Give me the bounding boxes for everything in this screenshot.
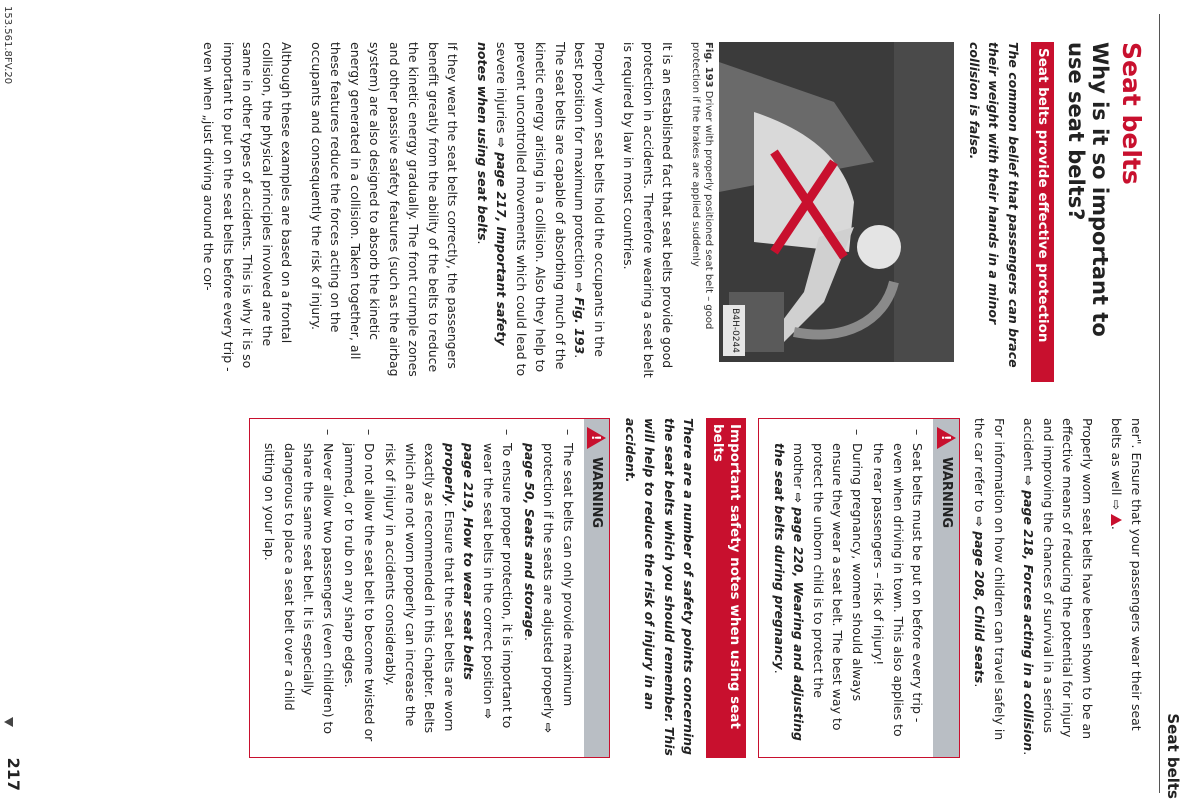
figure-code: B4H-0244 — [724, 305, 746, 356]
warning-list — [760, 419, 934, 757]
warning-icon: ! — [937, 427, 956, 449]
lead-paragraph-safety: There are a number of safety points concerning the seat belts which you should remember. This will help to reduce the risk of injury in an accident. — [623, 418, 697, 756]
header-rule — [1159, 14, 1160, 793]
left-column — [189, 42, 1146, 382]
warning-item: – Seat belts must be put on before every trip - even when driving in town. This also applies to the rear passengers – risk of injury! — [869, 429, 928, 747]
paragraph-continued: ner". Ensure that your passengers wear their seat belts as well ⇨ . — [1109, 418, 1144, 731]
page-link-220[interactable]: ⇨ page 220, Wearing and adjusting the seat belts during pregnancy — [772, 443, 807, 741]
paragraph-c: For information on how children can travel safely in the car refer to ⇨ page 208, Child seats. — [972, 418, 1007, 741]
page-title: Why is it so important to use seat belts? — [1064, 42, 1112, 337]
warning-box-1 — [759, 418, 961, 758]
caption-label: Fig. 193 — [703, 42, 715, 88]
document-code: 153.561.8FV.20 — [2, 6, 13, 85]
page-link-50[interactable]: ⇨ page 50, Seats and storage — [522, 443, 557, 734]
subsection-heading: Seat belts provide effective protection — [1031, 42, 1054, 382]
subsection-heading-safety: Important safety notes when using seat belts — [707, 418, 747, 758]
warning-icon — [1112, 514, 1123, 526]
figure-193 — [720, 42, 955, 362]
continue-arrow-icon — [4, 717, 13, 727]
page-link-217[interactable]: ⇨ page 217, Important safety notes when using seat belts — [475, 42, 510, 346]
warning-header: ! WARNING — [934, 419, 960, 757]
lead-paragraph: The common belief that passengers can brace their weight with their hands in a minor collision is false. — [967, 42, 1021, 368]
warning-item: – Do not allow the seat belt to become twisted or jammed, or to rub on any sharp edges. — [340, 429, 379, 747]
figure-caption — [690, 42, 716, 382]
paragraph-1: It is an established fact that seat belts provide good protection in accidents. Therefore wearing a seat belt is required by law in most countries. — [621, 42, 676, 378]
warning-item: – To ensure proper protection, it is important to wear the seat belts in the correct position ⇨ page 219, How to wear seat belts properly. Ensure that the seat belts are worn exactly as recommended in this chapter. Belts which are not worn properly can increase the risk of injury in accidents considerably. — [381, 429, 518, 747]
section-title: Seat belts — [1117, 42, 1146, 185]
right-column — [237, 418, 1146, 758]
driver-seatbelt-illustration — [720, 42, 955, 362]
warning-list — [250, 419, 584, 757]
warning-box-2 — [249, 418, 611, 758]
paragraph-2: Properly worn seat belts hold the occupants in the best position for maximum protection ⇨ Fig. 193. The seat belts are capable of absorbing much of the kinetic energy arising in a collision. Also they help to prevent uncontrolled movements which could lead to severe injuries ⇨ page 217, Important safety notes when using seat belts. — [475, 42, 607, 377]
page-link-208[interactable]: ⇨ page 208, Child seats — [972, 516, 988, 684]
warning-item: – The seat belts can only provide maximum protection if the seats are adjusted properly ⇨ page 50, Seats and storage. — [520, 429, 579, 747]
paragraph-3: If they wear the seat belts correctly, the passengers benefit greatly from the ability of the belts to reduce the kinetic energy gradually. The front crumple zones and other passive safety features (such as the airbag system) are also designed to absorb the kinetic energy generated in a collision. Taken together, all these features reduce the forces acting on the occupants and consequently the risk of injury. — [309, 42, 461, 377]
warning-item: – Never allow two passengers (even children) to share the same seat belt. It is especially dangerous to place a seat belt over a child sitting on your lap. — [260, 429, 338, 747]
running-header: Seat belts — [1164, 713, 1182, 799]
paragraph-4: Although these examples are based on a frontal collision, the physical principles involved are the same in other types of accidents. This is why it is so important to put on the seat belts before every trip - even when „just driving around the cor- — [201, 42, 295, 372]
warning-item: – During pregnancy, women should always ensure they wear a seat belt. The best way to protect the unborn child is to protect the mother ⇨ page 220, Wearing and adjusting the seat belts during pregnancy. — [770, 429, 868, 747]
page-number: 217 — [4, 757, 23, 791]
paragraph-b: Properly worn seat belts have been shown to be an effective means of reducing the potential for injury and improving the chances of survival in a serious accident ⇨ page 218, Forces acting in a collision. — [1021, 418, 1095, 756]
warning-icon: ! — [587, 427, 606, 449]
fig-link[interactable]: ⇨ Fig. 193 — [572, 282, 588, 355]
page-link-219[interactable]: ⇨ page 219, How to wear seat belts properly — [442, 443, 496, 719]
warning-header: ! WARNING — [584, 419, 610, 757]
caption-text: Driver with properly positioned seat belt – good protection if the brakes are applied suddenly — [690, 42, 715, 330]
page-link-218[interactable]: ⇨ page 218, Forces acting in a collision — [1021, 475, 1037, 752]
